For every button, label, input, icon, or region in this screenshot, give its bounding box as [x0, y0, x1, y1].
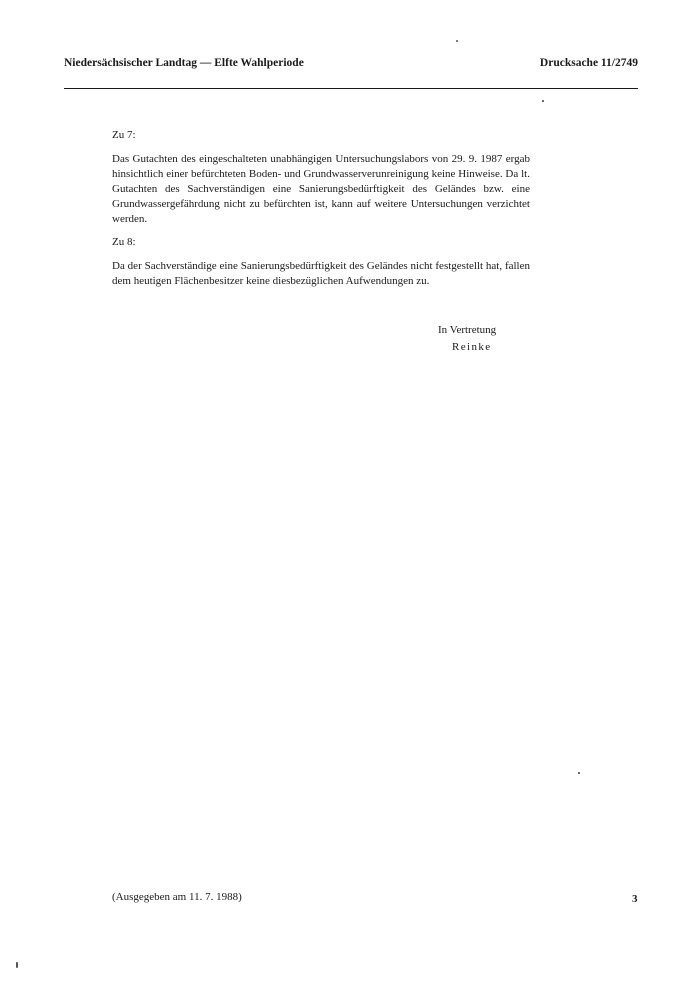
scan-speck: [542, 100, 544, 102]
page-number: 3: [632, 893, 638, 905]
signature-role: In Vertretung: [438, 324, 497, 336]
section-paragraph-8: Da der Sachverständige eine Sanierungsbedürftigkeit des Geländes nicht festgestellt hat, fallen dem heutigen Flächenbesitzer keine diesbezüglichen Aufwendungen zu.: [112, 260, 530, 287]
scan-speck: [578, 772, 580, 774]
parliament-title: Niedersächsischer Landtag — Elfte Wahlperiode: [64, 57, 304, 69]
header-divider: [64, 88, 638, 89]
document-number: Drucksache 11/2749: [539, 57, 638, 69]
scan-speck: [456, 40, 458, 42]
scan-speck: [16, 962, 18, 968]
page-header: [64, 57, 640, 77]
section-heading-7: Zu 7:: [112, 129, 136, 141]
issue-date-note: (Ausgegeben am 11. 7. 1988): [112, 891, 242, 903]
section-heading-8: Zu 8:: [112, 236, 136, 248]
signature-block: [438, 322, 538, 356]
signature-name: Reinke: [452, 341, 492, 353]
section-paragraph-7: Das Gutachten des eingeschalteten unabhängigen Untersuchungslabors von 29. 9. 1987 ergab hinsichtlich einer befürchteten Boden- und Grundwasserverunreinigung keine Hinweise. Da lt. Gutachten des Sachverständigen eine Sanierungsbedürftigkeit des Geländes bzw. eine Grundwassergefährdung nicht zu befürchten ist, kann auf weitere Untersuchungen verzichtet werden.: [112, 153, 530, 225]
document-body: [112, 128, 530, 297]
